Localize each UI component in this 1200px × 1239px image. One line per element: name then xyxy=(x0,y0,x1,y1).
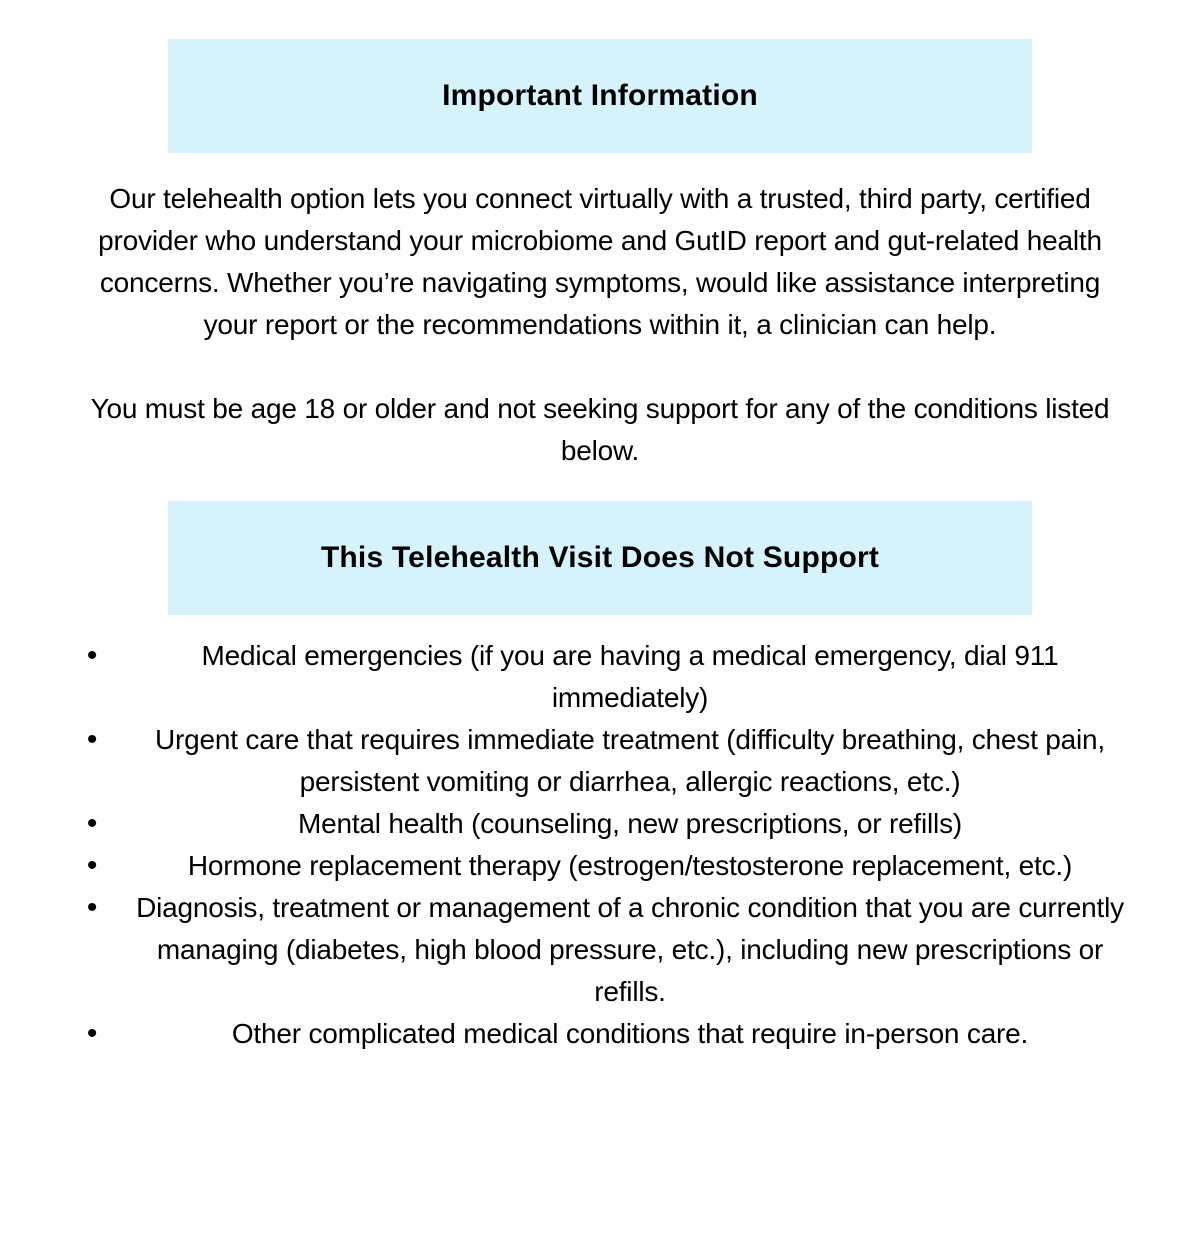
not-supported-list xyxy=(78,635,1140,1055)
age-requirement-paragraph: You must be age 18 or older and not seeking support for any of the conditions listed below. xyxy=(90,393,1110,466)
important-information-title: Important Information xyxy=(442,79,758,112)
list-item-medical-emergencies: • Medical emergencies (if you are having a medical emergency, dial 911 immediately) xyxy=(78,635,1140,719)
telehealth-info-page xyxy=(0,39,1200,1055)
list-item-hormone-replacement: • Hormone replacement therapy (estrogen/testosterone replacement, etc.) xyxy=(78,845,1140,887)
important-information-header-box xyxy=(168,39,1032,153)
telehealth-description-paragraph: Our telehealth option lets you connect virtually with a trusted, third party, certified provider who understand your microbiome and GutID report and gut-related health concerns. Whether you’re navigating symptoms, would like assistance interpreting your report or the recommendations within it, a clinician can help. xyxy=(98,183,1102,340)
not-supported-title: This Telehealth Visit Does Not Support xyxy=(320,541,880,574)
list-item-chronic-condition: • Diagnosis, treatment or management of a chronic condition that you are currently managing (diabetes, high blood pressure, etc.), including new prescriptions or refills. xyxy=(78,887,1140,1013)
not-supported-header-box xyxy=(168,501,1032,615)
list-item-urgent-care: • Urgent care that requires immediate treatment (difficulty breathing, chest pain, persistent vomiting or diarrhea, allergic reactions, etc.) xyxy=(78,719,1140,803)
not-supported-section xyxy=(0,501,1200,1055)
list-item-mental-health: • Mental health (counseling, new prescriptions, or refills) xyxy=(78,803,1140,845)
list-item-other-conditions: • Other complicated medical conditions that require in-person care. xyxy=(78,1013,1140,1055)
important-information-section xyxy=(0,39,1200,472)
